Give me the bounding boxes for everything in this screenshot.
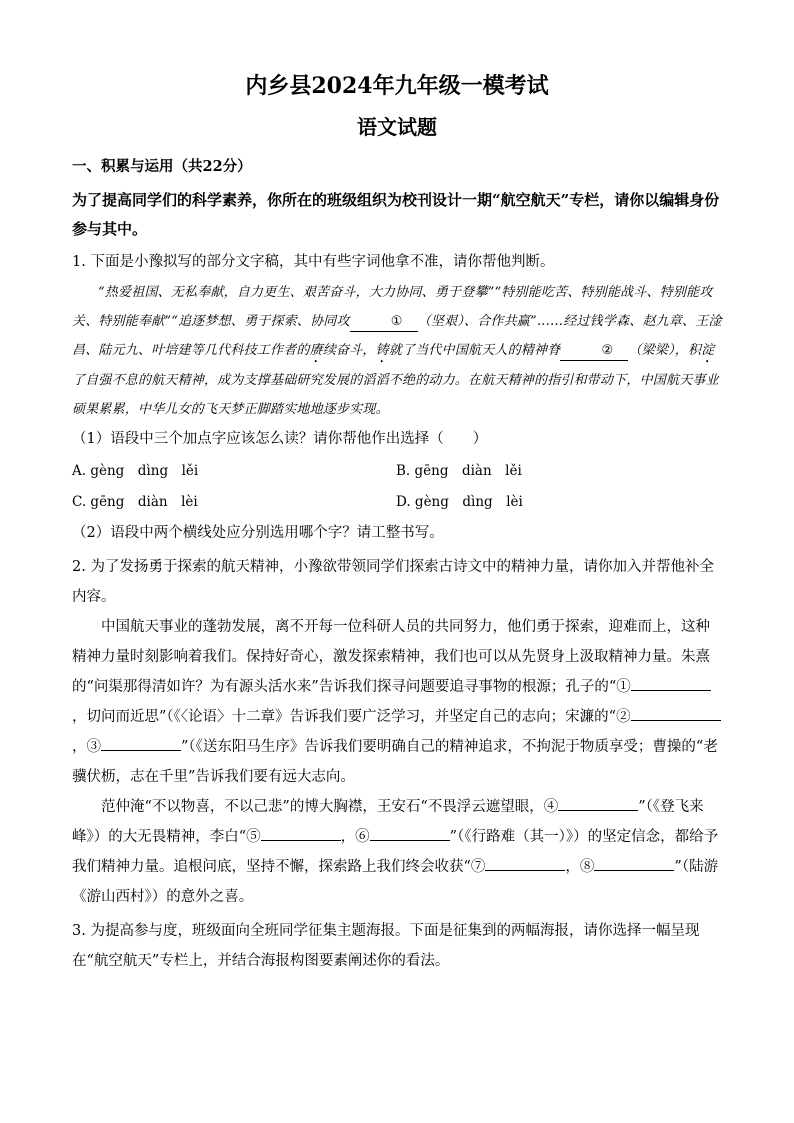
option-c[interactable]: C. gēng diàn lèi	[72, 494, 198, 510]
dotted-char-1: 赓	[309, 343, 323, 358]
exam-title: 内乡县2024年九年级一模考试	[245, 73, 549, 99]
question-2-stem: 2. 为了发扬勇于探索的航天精神，小豫欲带领同学们探索古诗文中的精神力量，请你加入并帮他补全内容。	[72, 559, 714, 605]
question-1-sub-1: （1）语段中三个加点字应该怎么读？请你帮他作出选择（ ）	[72, 431, 488, 447]
option-a[interactable]: A. gèng dìng lěi	[72, 463, 199, 479]
passage-blank-1: ①	[350, 313, 418, 332]
passage-blank-2: ②	[560, 342, 628, 361]
fill-blank-8[interactable]	[594, 854, 674, 871]
fill-blank-2[interactable]	[631, 704, 721, 721]
option-d[interactable]: D. gèng dìng lèi	[396, 494, 523, 510]
question-1-passage: “热爱祖国、无私奉献，自力更生、艰苦奋斗，大力协同、勇于登攀”“特别能吃苦、特别能战斗、特别能攻关、特别能奉献”“追逐梦想、勇于探索、协同攻 ① （坚艰）、合作共赢”……经过钱学森、赵九章、王淦昌、陆元九、叶培建等几代科技工作者的赓续奋斗，铸就了当代中国航天人的精神脊 ② （梁梁），积淀了自强不息的航天精神，成为支撑基础研究发展的滔滔不绝的动力。在航天精神的指引和带动下，中国航天事业硕果累累，中华儿女的飞天梦正脚踏实地地逐步实现。	[72, 285, 722, 417]
fill-blank-3[interactable]	[101, 734, 181, 751]
question-1-sub-2: （2）语段中两个横线处应分别选用哪个字？请工整书写。	[72, 525, 444, 541]
fill-blank-1[interactable]	[631, 674, 711, 691]
fill-blank-6[interactable]	[370, 824, 450, 841]
option-b[interactable]: B. gēng diàn lěi	[396, 463, 522, 479]
fill-blank-5[interactable]	[261, 824, 341, 841]
exam-subtitle: 语文试题	[357, 115, 437, 139]
question-1-options	[72, 456, 722, 518]
question-1-stem: 1. 下面是小豫拟写的部分文字稿，其中有些字词他拿不准，请你帮他判断。	[72, 254, 555, 270]
section-intro: 为了提高同学们的科学素养，你所在的班级组织为校刊设计一期“航空航天”专栏，请你以编辑身份参与其中。	[72, 191, 720, 238]
question-2-paragraph-2: 范仲淹“不以物喜，不以己悲”的博大胸襟，王安石“不畏浮云遮望眼，④ ”（《登飞来峰》）的大无畏精神，李白“⑤ ，⑥ ”（《行路难（其一）》）的坚定信念，都给予我们精神力量。追根问底，坚持不懈，探索路上我们终会收获“⑦ ，⑧ ”（陆游《游山西村》）的意外之喜。	[72, 792, 722, 912]
question-3-stem: 3. 为提高参与度，班级面向全班同学征集主题海报。下面是征集到的两幅海报，请你选择一幅呈现在“航空航天”专栏上，并结合海报构图要素阐述你的看法。	[72, 923, 700, 969]
dotted-char-2: 铸	[375, 343, 389, 358]
dotted-char-3: 淀	[701, 343, 715, 358]
fill-blank-7[interactable]	[485, 854, 565, 871]
question-2-paragraph-1: 中国航天事业的蓬勃发展，离不开每一位科研人员的共同努力，他们勇于探索，迎难而上，这种精神力量时刻影响着我们。保持好奇心，激发探索精神，我们也可以从先贤身上汲取精神力量。朱熹的“问渠那得清如许？为有源头活水来”告诉我们探寻问题要追寻事物的根源；孔子的“①，切问而近思”（《〈论语〉十二章》告诉我们要广泛学习，并坚定自己的志向；宋濂的“②，③ ”（《送东阳马生序》告诉我们要明确自己的精神追求，不拘泥于物质享受；曹操的“老骥伏枥，志在千里”告诉我们要有远大志向。	[72, 612, 722, 792]
fill-blank-4[interactable]	[558, 794, 638, 811]
section-heading: 一、积累与运用（共22分）	[72, 158, 252, 175]
